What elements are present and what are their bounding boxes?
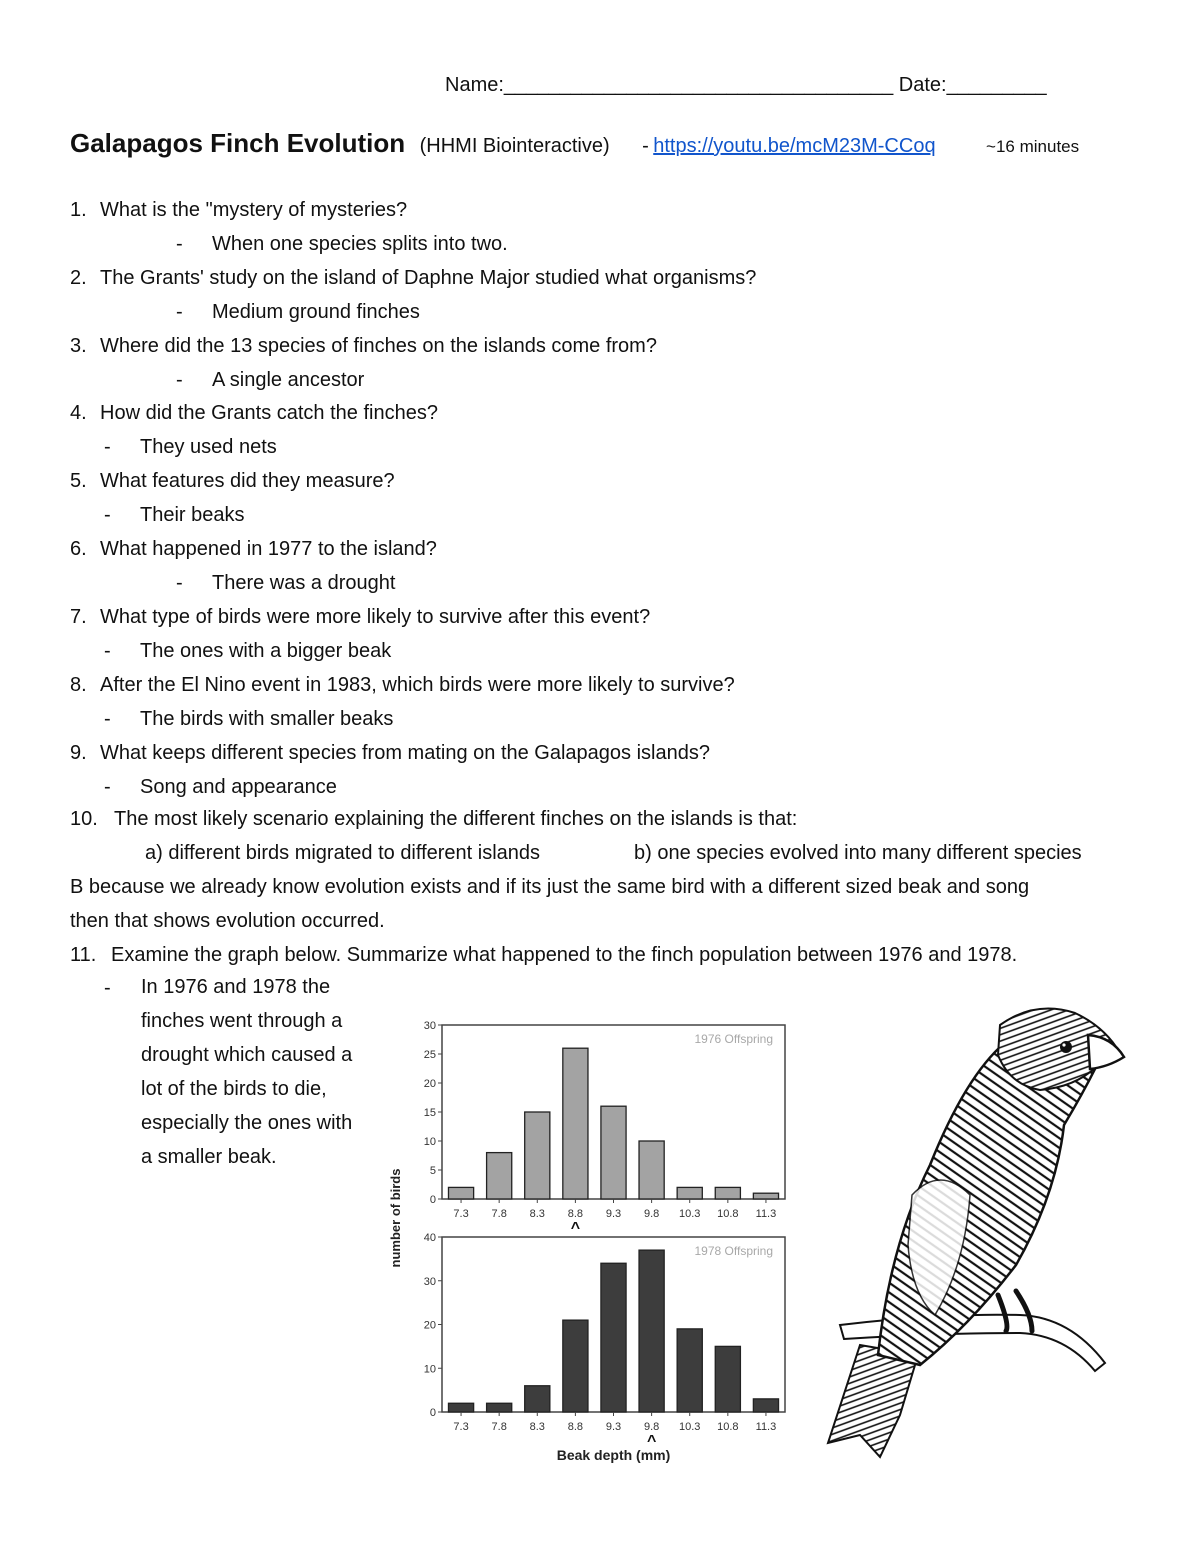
answer-4: - They used nets [104, 436, 277, 458]
y-tick-label: 20 [423, 1319, 436, 1332]
x-tick-label: 8.3 [529, 1421, 545, 1433]
panel-annotation: 1976 Offspring [694, 1032, 773, 1046]
answer-8: - The birds with smaller beaks [104, 708, 394, 730]
bar [487, 1403, 512, 1412]
mean-marker: ^ [570, 1220, 581, 1237]
bar [563, 1048, 588, 1199]
x-tick-label: 7.3 [453, 1421, 469, 1433]
answer-11: In 1976 and 1978 the finches went through a drought which caused a lot of the birds to die, especially the ones with a smaller beak. [141, 976, 353, 1168]
x-tick-label: 11.3 [755, 1208, 777, 1220]
question-6: 6. What happened in 1977 to the island? [70, 538, 437, 560]
y-tick-label: 40 [423, 1232, 436, 1244]
x-tick-label: 9.8 [643, 1208, 660, 1220]
beak-shape [1088, 1035, 1124, 1069]
source-label: (HHMI Biointeractive) [419, 135, 610, 157]
question-11: 11. Examine the graph below. Summarize what happened to the finch population between 1976 and 1978. [70, 944, 1018, 966]
y-tick-label: 10 [423, 1136, 436, 1148]
question-4: 4. How did the Grants catch the finches? [70, 402, 438, 424]
question-1: 1. What is the "mystery of mysteries? [70, 199, 408, 221]
x-tick-label: 10.8 [717, 1208, 739, 1220]
finch-illustration [820, 995, 1130, 1465]
answer-3: - A single ancestor [176, 369, 365, 391]
bar [448, 1403, 473, 1412]
answer-10-line-1: B because we already know evolution exists and if its just the same bird with a different sized beak and song [70, 876, 1030, 898]
eye-shape [1060, 1041, 1072, 1053]
x-axis-label: Beak depth (mm) [556, 1447, 671, 1463]
mean-marker: ^ [646, 1433, 657, 1450]
y-tick-label: 15 [423, 1107, 436, 1119]
question-8: 8. After the El Nino event in 1983, which birds were more likely to survive? [70, 674, 735, 696]
page-title: Galapagos Finch Evolution [70, 128, 406, 158]
answer-2: - Medium ground finches [176, 301, 420, 323]
name-date-line: Name:___________________________________ Date:_________ [445, 74, 1047, 96]
bar [677, 1329, 702, 1412]
option-b: b) one species evolved into many different species [634, 842, 1082, 864]
y-tick-label: 0 [429, 1407, 436, 1419]
bar [448, 1187, 473, 1199]
bar [601, 1106, 626, 1199]
x-tick-label: 7.8 [491, 1208, 507, 1220]
y-tick-label: 25 [423, 1049, 436, 1061]
x-tick-label: 11.3 [755, 1421, 777, 1433]
y-tick-label: 0 [429, 1194, 436, 1206]
x-tick-label: 9.3 [605, 1421, 622, 1433]
title-row [70, 128, 1079, 159]
y-tick-label: 30 [423, 1020, 436, 1032]
x-tick-label: 8.3 [529, 1208, 545, 1220]
x-tick-label: 10.8 [717, 1421, 739, 1433]
question-10: 10. The most likely scenario explaining the different finches on the islands is that: [70, 808, 798, 830]
beak-depth-histogram [380, 1010, 800, 1470]
video-link[interactable]: https://youtu.be/mcM23M-CCoq [653, 135, 936, 157]
bar [525, 1386, 550, 1412]
duration-label: ~16 minutes [986, 137, 1080, 156]
answer-7: - The ones with a bigger beak [104, 640, 392, 662]
bar [639, 1250, 664, 1412]
y-tick-label: 5 [429, 1165, 436, 1177]
question-9: 9. What keeps different species from mating on the Galapagos islands? [70, 742, 710, 764]
answer-1: - When one species splits into two. [176, 233, 508, 255]
answer-6: - There was a drought [176, 572, 396, 594]
x-tick-label: 7.3 [453, 1208, 469, 1220]
answer-11-dash: - [104, 977, 111, 999]
x-tick-label: 9.8 [643, 1421, 660, 1433]
bar [639, 1141, 664, 1199]
panel-annotation: 1978 Offspring [694, 1244, 773, 1258]
bar [677, 1187, 702, 1199]
x-tick-label: 10.3 [679, 1208, 701, 1220]
link-separator: - [642, 135, 649, 157]
x-tick-label: 8.8 [567, 1421, 584, 1433]
x-tick-label: 7.8 [491, 1421, 507, 1433]
bar [715, 1346, 740, 1412]
bar [563, 1320, 588, 1412]
question-7: 7. What type of birds were more likely to survive after this event? [70, 606, 651, 628]
y-axis-label: number of birds [388, 1168, 403, 1268]
answer-9: - Song and appearance [104, 776, 337, 798]
bar [525, 1112, 550, 1199]
bar [487, 1153, 512, 1199]
bar [753, 1399, 778, 1412]
y-tick-label: 30 [423, 1275, 436, 1288]
x-tick-label: 10.3 [679, 1421, 701, 1433]
bar [753, 1193, 778, 1199]
x-tick-label: 9.3 [605, 1208, 622, 1220]
answer-5: - Their beaks [104, 504, 245, 526]
question-5: 5. What features did they measure? [70, 470, 395, 492]
y-tick-label: 10 [423, 1363, 436, 1376]
x-tick-label: 8.8 [567, 1208, 584, 1220]
question-3: 3. Where did the 13 species of finches on the islands come from? [70, 335, 657, 357]
y-tick-label: 20 [423, 1078, 436, 1090]
question-2: 2. The Grants' study on the island of Daphne Major studied what organisms? [70, 267, 757, 289]
option-a: a) different birds migrated to different islands [145, 842, 541, 864]
bar [601, 1263, 626, 1412]
bar [715, 1187, 740, 1199]
answer-10-line-2: then that shows evolution occurred. [70, 910, 385, 932]
